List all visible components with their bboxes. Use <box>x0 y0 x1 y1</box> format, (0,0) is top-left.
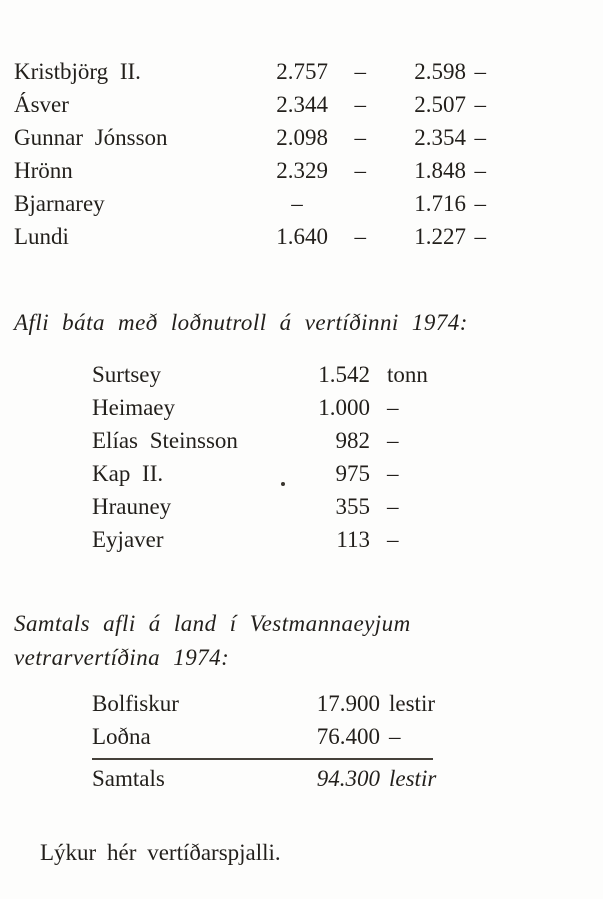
closing-line: Lýkur hér vertíðarspjalli. <box>40 840 281 865</box>
section-heading-totals <box>14 607 411 675</box>
ditto-dash: – <box>474 158 486 183</box>
catch-category: Loðna <box>92 724 151 749</box>
catch-value-2: 1.227 <box>414 224 466 249</box>
table-row <box>92 358 428 391</box>
print-speck <box>281 482 285 486</box>
section-heading-lodnutroll: Afli báta með loðnutroll á vertíðinni 1974: <box>14 310 468 335</box>
table-row <box>14 220 506 253</box>
unit-label: – <box>387 428 399 453</box>
catch-value-1: 2.344 <box>276 92 328 117</box>
catch-value-1: 2.757 <box>276 59 328 84</box>
catch-value: 355 <box>335 494 370 519</box>
unit-label: lestir <box>389 691 435 716</box>
lodnutroll-catch-table <box>92 358 428 556</box>
boat-name: Heimaey <box>92 395 176 420</box>
catch-value: 113 <box>336 527 370 552</box>
catch-value-2: 2.598 <box>414 59 466 84</box>
boat-name: Surtsey <box>92 362 161 387</box>
boat-name: Elías Steinsson <box>92 428 238 453</box>
table-row <box>92 424 428 457</box>
table-row <box>92 391 428 424</box>
table-row <box>92 720 436 753</box>
catch-value-2: 1.716 <box>414 191 466 216</box>
section-heading-totals-line2: vetrarvertíðina 1974: <box>14 645 230 670</box>
boat-catch-table <box>14 55 506 253</box>
boat-name: Eyjaver <box>92 527 164 552</box>
table-row <box>92 457 428 490</box>
catch-value-1: – <box>291 191 303 216</box>
total-value: 94.300 <box>316 766 380 791</box>
catch-value: 975 <box>335 461 370 486</box>
table-row <box>14 121 506 154</box>
ditto-dash: – <box>474 191 486 216</box>
boat-name: Kap II. <box>92 461 164 486</box>
ditto-dash: – <box>354 224 366 249</box>
catch-value-1: 1.640 <box>276 224 328 249</box>
ditto-dash: – <box>474 224 486 249</box>
total-label: Samtals <box>92 766 165 791</box>
unit-label: lestir <box>389 766 437 791</box>
catch-value-1: 2.098 <box>276 125 328 150</box>
table-row <box>14 88 506 121</box>
catch-value: 1.000 <box>318 395 370 420</box>
catch-value-2: 2.507 <box>414 92 466 117</box>
ditto-dash: – <box>354 59 366 84</box>
unit-label: tonn <box>387 362 428 387</box>
totals-row <box>92 762 436 795</box>
unit-label: – <box>387 527 399 552</box>
table-row <box>14 187 506 220</box>
ditto-dash: – <box>354 158 366 183</box>
ditto-dash: – <box>354 92 366 117</box>
table-row <box>92 490 428 523</box>
catch-value-2: 1.848 <box>414 158 466 183</box>
ditto-dash: – <box>474 59 486 84</box>
table-row <box>92 523 428 556</box>
catch-value-2: 2.354 <box>414 125 466 150</box>
catch-category: Bolfiskur <box>92 691 179 716</box>
catch-value-1: 2.329 <box>276 158 328 183</box>
ditto-dash: – <box>474 125 486 150</box>
boat-name: Hrauney <box>92 494 172 519</box>
totals-table <box>92 687 436 795</box>
catch-value: 982 <box>335 428 370 453</box>
catch-value: 76.400 <box>316 724 380 749</box>
unit-label: – <box>387 461 399 486</box>
ditto-dash: – <box>474 92 486 117</box>
catch-value: 17.900 <box>316 691 380 716</box>
table-row <box>14 154 506 187</box>
totals-rule <box>92 758 433 760</box>
boat-name: Bjarnarey <box>14 191 105 216</box>
table-row <box>14 55 506 88</box>
boat-name: Kristbjörg II. <box>14 59 141 84</box>
ditto-dash <box>328 187 366 220</box>
boat-name: Gunnar Jónsson <box>14 125 168 150</box>
table-row <box>92 687 436 720</box>
section-heading-totals-line1: Samtals afli á land í Vestmannaeyjum <box>14 611 411 636</box>
boat-name: Ásver <box>14 92 69 117</box>
unit-label: – <box>387 494 399 519</box>
unit-label: – <box>389 724 401 749</box>
boat-name: Hrönn <box>14 158 73 183</box>
ditto-dash: – <box>354 125 366 150</box>
catch-value: 1.542 <box>318 362 370 387</box>
unit-label: – <box>387 395 399 420</box>
boat-name: Lundi <box>14 224 69 249</box>
